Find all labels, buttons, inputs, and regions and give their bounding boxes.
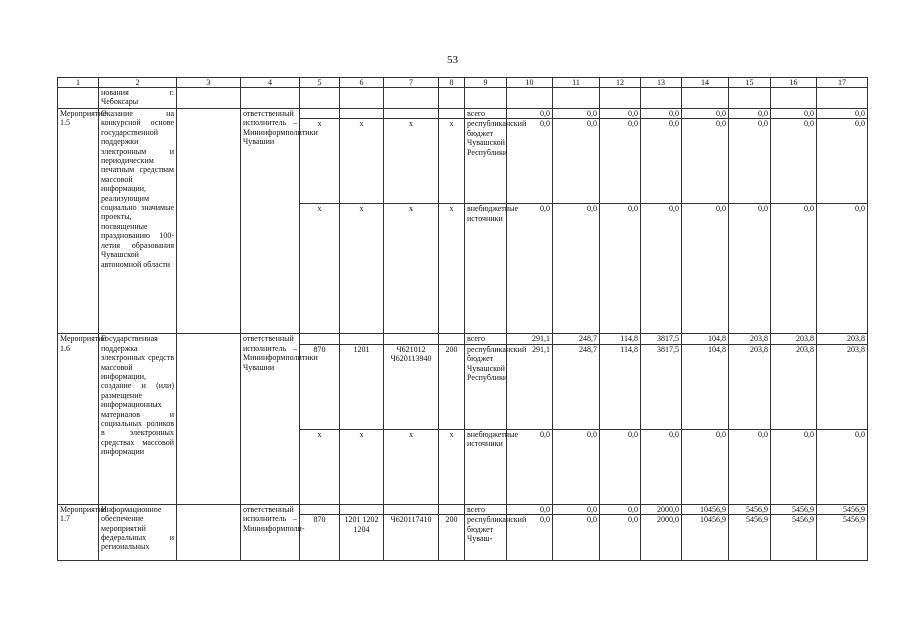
budget-code-grbs: x [300, 204, 340, 334]
amount-cell: 0,0 [553, 515, 600, 561]
budget-code-target: x [384, 119, 439, 204]
continuation-row [58, 88, 868, 109]
measure-name: Оказание на конкурсной основе государственной поддержки электронным и периодическим печатным средствам массовой информации, реализующим социально значимые проекты, посвященные празднованию 100-летия образования Чувашской автономной области [99, 109, 177, 334]
budget-code-target: Ч620117410 [384, 515, 439, 561]
amount-cell: 0,0 [553, 429, 600, 504]
empty-cell [384, 88, 439, 109]
funding-source: внебюджетные источники [465, 204, 507, 334]
amount-cell: 203,8 [771, 344, 817, 429]
budget-code-section: x [340, 429, 384, 504]
amount-cell: 0,0 [507, 504, 553, 514]
budget-code-target [384, 334, 439, 344]
budget-code-expense: 200 [439, 344, 465, 429]
amount-cell: 2000,0 [641, 504, 682, 514]
amount-cell: 5456,9 [771, 504, 817, 514]
column-number: 3 [177, 78, 241, 88]
empty-cell [682, 88, 729, 109]
amount-cell: 291,1 [507, 334, 553, 344]
budget-code-grbs [300, 504, 340, 514]
funding-source: всего [465, 109, 507, 119]
responsible-executor: ответственный исполнитель – Мининформполи- [241, 504, 300, 560]
amount-cell: 0,0 [600, 119, 641, 204]
amount-cell: 0,0 [553, 119, 600, 204]
budget-code-target: x [384, 429, 439, 504]
amount-cell: 203,8 [817, 344, 868, 429]
budget-code-expense: x [439, 119, 465, 204]
amount-cell: 0,0 [553, 109, 600, 119]
budget-code-grbs: x [300, 429, 340, 504]
amount-cell: 5456,9 [771, 515, 817, 561]
amount-cell: 5456,9 [729, 515, 771, 561]
measure-name: Информационное обеспечение мероприятий федеральных и региональных [99, 504, 177, 560]
amount-cell: 0,0 [771, 119, 817, 204]
column-number: 6 [340, 78, 384, 88]
budget-code-grbs: x [300, 119, 340, 204]
budget-code-expense: x [439, 429, 465, 504]
empty-cell [729, 88, 771, 109]
amount-cell: 0,0 [682, 109, 729, 119]
budget-code-section [340, 109, 384, 119]
amount-cell: 0,0 [729, 109, 771, 119]
amount-cell: 0,0 [817, 204, 868, 334]
budget-code-grbs [300, 109, 340, 119]
amount-cell: 0,0 [641, 429, 682, 504]
column-number: 7 [384, 78, 439, 88]
column-number: 13 [641, 78, 682, 88]
funding-source: всего [465, 504, 507, 514]
empty-cell [507, 88, 553, 109]
column-number: 15 [729, 78, 771, 88]
budget-code-section: x [340, 119, 384, 204]
amount-cell: 0,0 [600, 504, 641, 514]
amount-cell: 0,0 [682, 429, 729, 504]
measure-row [58, 334, 868, 344]
budget-code-target [384, 109, 439, 119]
amount-cell: 0,0 [507, 109, 553, 119]
funding-source: республиканский бюджет Чувашской Республики [465, 344, 507, 429]
amount-cell: 0,0 [507, 119, 553, 204]
funding-source: внебюджетные источники [465, 429, 507, 504]
table-body [58, 78, 868, 561]
amount-cell: 0,0 [641, 109, 682, 119]
amount-cell: 5456,9 [729, 504, 771, 514]
column-number-row [58, 78, 868, 88]
amount-cell: 0,0 [507, 429, 553, 504]
empty-cell [177, 88, 241, 109]
amount-cell: 203,8 [729, 334, 771, 344]
column-number: 8 [439, 78, 465, 88]
amount-cell: 0,0 [729, 204, 771, 334]
budget-code-grbs [300, 334, 340, 344]
amount-cell: 10456,9 [682, 504, 729, 514]
amount-cell: 114,8 [600, 344, 641, 429]
measure-name: Государственная поддержка электронных средств массовой информации, создание и (или) размещение информационных материалов и социальных роликов в электронных средствах массовой информации [99, 334, 177, 504]
amount-cell: 0,0 [600, 109, 641, 119]
amount-cell: 5456,9 [817, 504, 868, 514]
empty-cell [600, 88, 641, 109]
budget-code-target: x [384, 204, 439, 334]
funding-source: республиканский бюджет Чуваш- [465, 515, 507, 561]
empty-cell [340, 88, 384, 109]
budget-code-target [384, 504, 439, 514]
empty-cell [300, 88, 340, 109]
budget-code-expense [439, 504, 465, 514]
column-number: 17 [817, 78, 868, 88]
column-number: 12 [600, 78, 641, 88]
amount-cell: 0,0 [553, 504, 600, 514]
amount-cell: 0,0 [682, 119, 729, 204]
budget-code-expense [439, 334, 465, 344]
column-number: 4 [241, 78, 300, 88]
empty-cell [177, 504, 241, 560]
budget-code-expense [439, 109, 465, 119]
amount-cell: 2000,0 [641, 515, 682, 561]
column-number: 2 [99, 78, 177, 88]
column-number: 16 [771, 78, 817, 88]
amount-cell: 0,0 [729, 119, 771, 204]
measure-id: Мероприятие 1.7 [58, 504, 99, 560]
budget-code-grbs: 870 [300, 344, 340, 429]
amount-cell: 5456,9 [817, 515, 868, 561]
empty-cell [771, 88, 817, 109]
measure-row [58, 504, 868, 514]
budget-code-expense: 200 [439, 515, 465, 561]
amount-cell: 0,0 [507, 515, 553, 561]
amount-cell: 0,0 [729, 429, 771, 504]
empty-cell [177, 334, 241, 504]
continuation-text: нования г. Чебоксары [99, 88, 177, 109]
amount-cell: 0,0 [771, 109, 817, 119]
measure-row [58, 109, 868, 119]
amount-cell: 203,8 [729, 344, 771, 429]
amount-cell: 104,8 [682, 344, 729, 429]
amount-cell: 0,0 [641, 204, 682, 334]
column-number: 11 [553, 78, 600, 88]
column-number: 5 [300, 78, 340, 88]
amount-cell: 0,0 [817, 119, 868, 204]
responsible-executor: ответственный исполнитель – Мининформполитики Чувашии [241, 109, 300, 334]
amount-cell: 104,8 [682, 334, 729, 344]
budget-code-section: x [340, 204, 384, 334]
column-number: 10 [507, 78, 553, 88]
empty-cell [58, 88, 99, 109]
column-number: 1 [58, 78, 99, 88]
amount-cell: 203,8 [771, 334, 817, 344]
funding-source: всего [465, 334, 507, 344]
amount-cell: 0,0 [682, 204, 729, 334]
amount-cell: 248,7 [553, 334, 600, 344]
responsible-executor: ответственный исполнитель – Мининформполитики Чувашии [241, 334, 300, 504]
amount-cell: 3817,5 [641, 334, 682, 344]
amount-cell: 0,0 [507, 204, 553, 334]
budget-code-target: Ч621012 Ч620113940 [384, 344, 439, 429]
program-table [57, 77, 868, 561]
amount-cell: 0,0 [600, 204, 641, 334]
amount-cell: 203,8 [817, 334, 868, 344]
column-number: 14 [682, 78, 729, 88]
amount-cell: 0,0 [553, 204, 600, 334]
measure-id: Мероприятие 1.6 [58, 334, 99, 504]
amount-cell: 0,0 [817, 109, 868, 119]
empty-cell [241, 88, 300, 109]
amount-cell: 10456,9 [682, 515, 729, 561]
empty-cell [439, 88, 465, 109]
amount-cell: 0,0 [771, 204, 817, 334]
measure-id: Мероприятие 1.5 [58, 109, 99, 334]
empty-cell [553, 88, 600, 109]
column-number: 9 [465, 78, 507, 88]
amount-cell: 0,0 [817, 429, 868, 504]
amount-cell: 0,0 [771, 429, 817, 504]
amount-cell: 291,1 [507, 344, 553, 429]
amount-cell: 0,0 [600, 429, 641, 504]
budget-code-expense: x [439, 204, 465, 334]
empty-cell [465, 88, 507, 109]
amount-cell: 248,7 [553, 344, 600, 429]
budget-code-grbs: 870 [300, 515, 340, 561]
empty-cell [177, 109, 241, 334]
amount-cell: 3817,5 [641, 344, 682, 429]
amount-cell: 0,0 [641, 119, 682, 204]
amount-cell: 114,8 [600, 334, 641, 344]
budget-code-section [340, 504, 384, 514]
amount-cell: 0,0 [600, 515, 641, 561]
funding-source: республиканский бюджет Чувашской Республики [465, 119, 507, 204]
empty-cell [641, 88, 682, 109]
empty-cell [817, 88, 868, 109]
budget-code-section [340, 334, 384, 344]
page-number: 53 [447, 54, 458, 66]
budget-code-section: 1201 [340, 344, 384, 429]
budget-code-section: 1201 1202 1204 [340, 515, 384, 561]
